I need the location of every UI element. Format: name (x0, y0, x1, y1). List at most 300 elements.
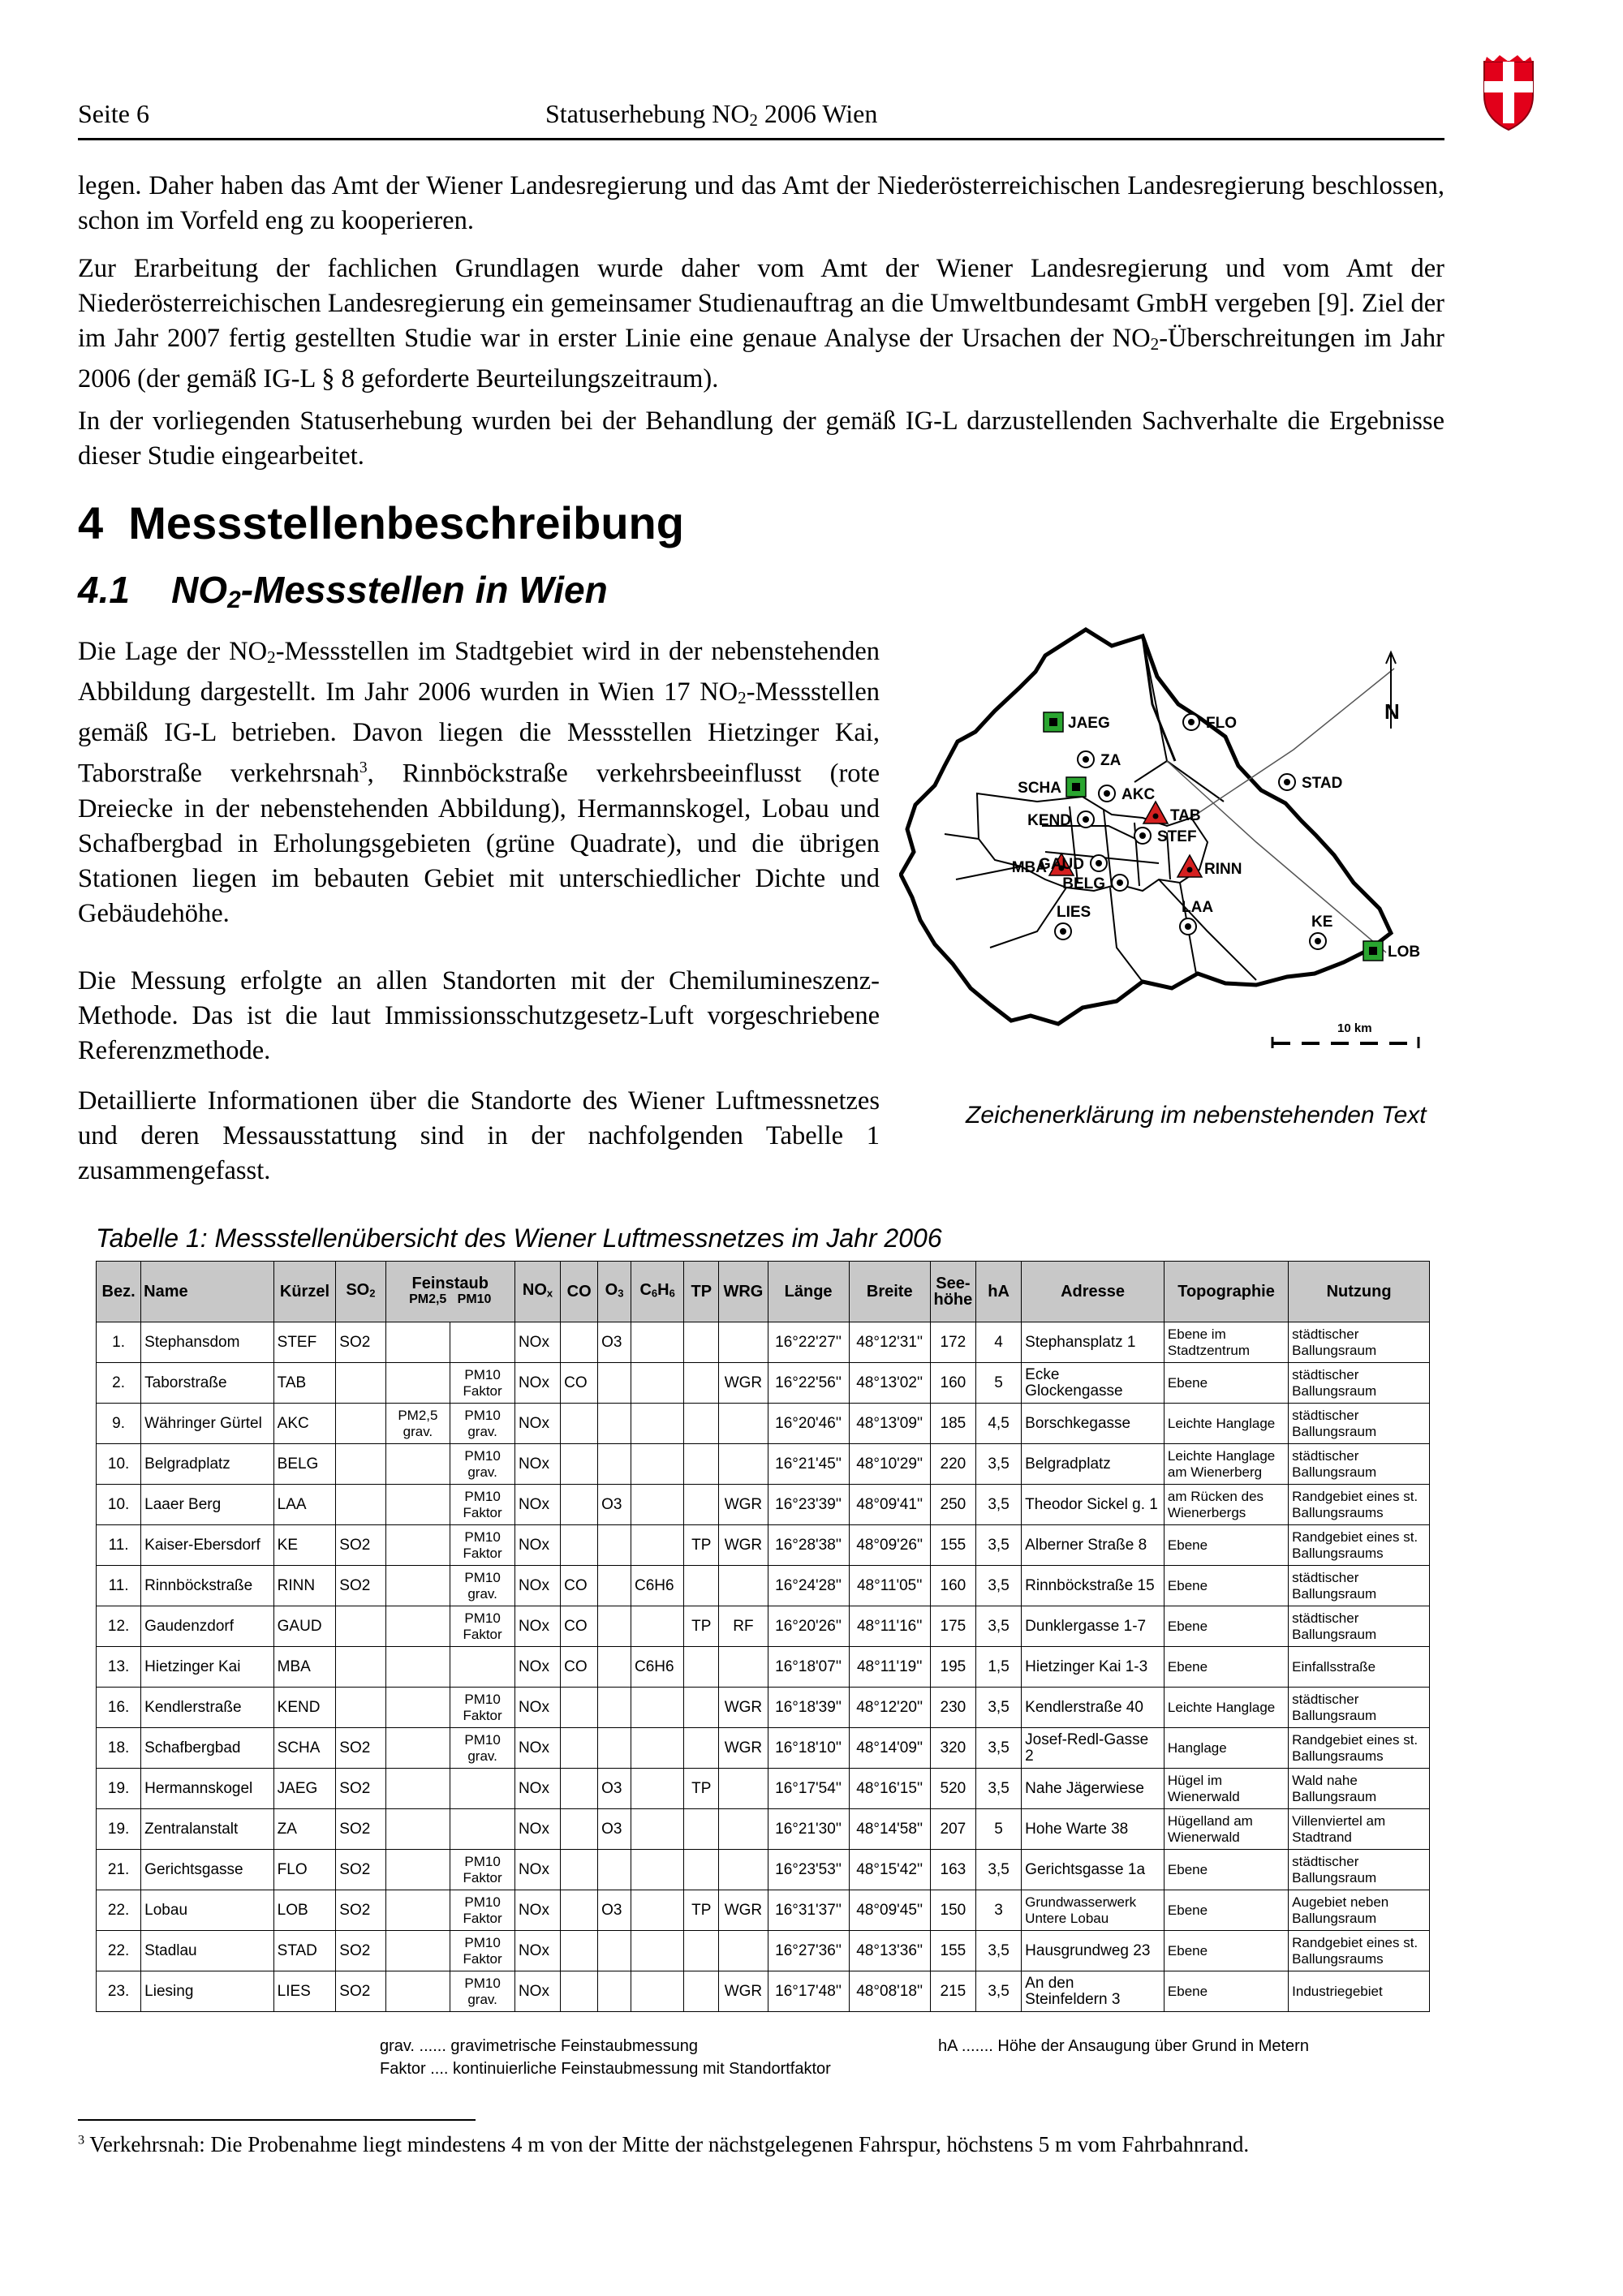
cell-pm25 (385, 1485, 450, 1525)
cell-pm10 (450, 1769, 515, 1809)
intro-paragraph-3: In der vorliegenden Statuserhebung wurden bei der Behandlung der gemäß IG-L darzustellenden Sachverhalte die Ergebnisse dieser Studie eingearbeitet. (78, 406, 1444, 471)
cell-c6h6 (631, 1769, 683, 1809)
table-legend-left (380, 2035, 831, 2080)
cell-name: Gaudenzdorf (141, 1606, 273, 1647)
cell-nutzung: Wald nahe Ballungsraum (1289, 1769, 1430, 1809)
station-lob (1363, 941, 1420, 961)
cell-nutzung: Randgebiet eines st. Ballungsraums (1289, 1485, 1430, 1525)
col-breite: Breite (849, 1262, 930, 1322)
table-row (97, 1850, 1430, 1890)
cell-breite: 48°10'29'' (849, 1444, 930, 1485)
cell-pm25 (385, 1971, 450, 2012)
cell-ha: 3,5 (975, 1566, 1021, 1606)
cell-breite: 48°15'42'' (849, 1850, 930, 1890)
cell-c6h6 (631, 1971, 683, 2012)
cell-wrg: WGR (719, 1971, 768, 2012)
cell-laenge: 16°24'28'' (768, 1566, 849, 1606)
body-paragraph-1: Die Lage der NO2-Messstellen im Stadtgebiet wird in der nebenstehenden Abbildung dargestellt. Im Jahr 2006 wurden in Wien 17 NO2-Messstellen gemäß IG-L betrieben. Davon liegen die Messstellen Hietzinger Kai, Taborstraße verkehrsnah$^3$, Rinnböckstraße verkehrsbeeinflusst (rote Dreiecke in der nebenstehenden Abbildung), Hermannskogel, Lobau und Schafbergbad in Erholungsgebieten (grüne Quadrate), und die übrigen Stationen liegen im bebauten Gebiet mit unterschiedlicher Dichte und Gebäudehöhe. (78, 637, 880, 929)
cell-pm25 (385, 1566, 450, 1606)
cell-tp (684, 1404, 719, 1444)
station-label: LAA (1182, 899, 1214, 916)
cell-c6h6 (631, 1525, 683, 1566)
cell-kuerzel: LIES (273, 1971, 336, 2012)
station-label: LIES (1057, 904, 1091, 921)
body-paragraph-2: Die Messung erfolgte an allen Standorten mit der Chemilumineszenz-Methode. Das ist die laut Immissionsschutzgesetz-Luft vorgeschriebene Referenzmethode. (78, 966, 880, 1065)
cell-bez: 19. (97, 1769, 141, 1809)
running-title: Statuserhebung $NO_2$ 2006 Wien (545, 99, 878, 131)
cell-o3 (598, 1931, 631, 1971)
cell-o3 (598, 1606, 631, 1647)
cell-laenge: 16°21'30'' (768, 1809, 849, 1850)
cell-adresse: Hietzinger Kai 1-3 (1022, 1647, 1165, 1688)
col-co: CO (561, 1262, 598, 1322)
cell-adresse: Josef-Redl-Gasse 2 (1022, 1728, 1165, 1769)
cell-see: 155 (930, 1931, 975, 1971)
footnote-rule (78, 2119, 476, 2121)
cell-see: 320 (930, 1728, 975, 1769)
table-row (97, 1809, 1430, 1850)
cell-nutzung: Randgebiet eines st. Ballungsraums (1289, 1931, 1430, 1971)
station-laa (1180, 899, 1213, 935)
cell-pm25 (385, 1809, 450, 1850)
cell-name: Zentralanstalt (141, 1809, 273, 1850)
cell-pm10 (450, 1322, 515, 1363)
station-rinn (1177, 855, 1242, 878)
cell-breite: 48°14'58'' (849, 1809, 930, 1850)
station-label: JAEG (1068, 715, 1110, 732)
col-bez: Bez. (97, 1262, 141, 1322)
cell-wrg (719, 1444, 768, 1485)
cell-bez: 19. (97, 1809, 141, 1850)
cell-o3: O3 (598, 1809, 631, 1850)
cell-pm25: PM2,5 grav. (385, 1404, 450, 1444)
cell-kuerzel: LOB (273, 1890, 336, 1931)
cell-breite: 48°09'26'' (849, 1525, 930, 1566)
cell-adresse: An den Steinfeldern 3 (1022, 1971, 1165, 2012)
cell-tp (684, 1971, 719, 2012)
cell-laenge: 16°22'27'' (768, 1322, 849, 1363)
cell-pm10: PM10 grav. (450, 1728, 515, 1769)
cell-breite: 48°13'09'' (849, 1404, 930, 1444)
cell-nutzung: städtischer Ballungsraum (1289, 1566, 1430, 1606)
cell-wrg: WGR (719, 1688, 768, 1728)
cell-co (561, 1850, 598, 1890)
cell-o3 (598, 1444, 631, 1485)
cell-kuerzel: FLO (273, 1850, 336, 1890)
cell-nox: NOx (514, 1647, 560, 1688)
cell-pm25 (385, 1931, 450, 1971)
cell-see: 150 (930, 1890, 975, 1931)
cell-so2 (336, 1485, 385, 1525)
cell-pm10: PM10 grav. (450, 1971, 515, 2012)
cell-topo: Ebene (1164, 1606, 1288, 1647)
cell-nox: NOx (514, 1769, 560, 1809)
cell-laenge: 16°18'39'' (768, 1688, 849, 1728)
cell-breite: 48°11'16'' (849, 1606, 930, 1647)
cell-pm25 (385, 1850, 450, 1890)
cell-bez: 11. (97, 1525, 141, 1566)
cell-so2: SO2 (336, 1809, 385, 1850)
cell-o3 (598, 1688, 631, 1728)
cell-tp (684, 1809, 719, 1850)
cell-o3 (598, 1647, 631, 1688)
station-scha (1018, 777, 1086, 797)
table-row (97, 1322, 1430, 1363)
cell-nox: NOx (514, 1606, 560, 1647)
cell-wrg (719, 1809, 768, 1850)
cell-topo: Ebene (1164, 1931, 1288, 1971)
station-label: MBA (1011, 859, 1047, 876)
cell-tp (684, 1931, 719, 1971)
cell-co (561, 1525, 598, 1566)
legend-grav: grav. ...... gravimetrische Feinstaubmessung (380, 2037, 699, 2055)
cell-topo: Ebene im Stadtzentrum (1164, 1322, 1288, 1363)
cell-laenge: 16°31'37'' (768, 1890, 849, 1931)
cell-c6h6 (631, 1404, 683, 1444)
cell-so2: SO2 (336, 1322, 385, 1363)
cell-kuerzel: TAB (273, 1363, 336, 1404)
cell-o3 (598, 1404, 631, 1444)
cell-o3 (598, 1971, 631, 2012)
cell-topo: Ebene (1164, 1647, 1288, 1688)
stations-table (96, 1261, 1430, 2012)
station-akc (1099, 785, 1155, 803)
cell-ha: 4,5 (975, 1404, 1021, 1444)
cell-bez: 10. (97, 1444, 141, 1485)
cell-kuerzel: KE (273, 1525, 336, 1566)
vienna-coat-of-arms-icon (1482, 54, 1535, 131)
cell-c6h6: C6H6 (631, 1647, 683, 1688)
cell-tp: TP (684, 1769, 719, 1809)
cell-kuerzel: ZA (273, 1809, 336, 1850)
cell-co (561, 1971, 598, 2012)
legend-faktor: Faktor .... kontinuierliche Feinstaubmessung mit Standortfaktor (380, 2060, 831, 2078)
cell-name: Kaiser-Ebersdorf (141, 1525, 273, 1566)
cell-co (561, 1444, 598, 1485)
cell-pm10: PM10 Faktor (450, 1688, 515, 1728)
cell-adresse: Borschkegasse (1022, 1404, 1165, 1444)
cell-o3: O3 (598, 1322, 631, 1363)
cell-bez: 10. (97, 1485, 141, 1525)
col-feinstaub: Feinstaub PM2,5 PM10 (385, 1262, 514, 1322)
cell-c6h6 (631, 1322, 683, 1363)
cell-see: 195 (930, 1647, 975, 1688)
cell-wrg (719, 1404, 768, 1444)
cell-kuerzel: LAA (273, 1485, 336, 1525)
cell-co: CO (561, 1363, 598, 1404)
cell-pm25 (385, 1363, 450, 1404)
cell-so2: SO2 (336, 1728, 385, 1769)
cell-tp (684, 1363, 719, 1404)
section-heading: 4 Messstellenbeschreibung (78, 497, 684, 548)
subsection-heading: 4.1 $NO_2$-Messstellen in Wien (78, 569, 608, 613)
cell-nox: NOx (514, 1525, 560, 1566)
col-c6h6: $C_6H_6$ (631, 1262, 683, 1322)
intro-paragraph-2: Zur Erarbeitung der fachlichen Grundlagen wurde daher vom Amt der Wiener Landesregierung und vom Amt der Niederösterreichischen Landesregierung ein gemeinsamer Studienauftrag an die Umweltbundesamt GmbH vergeben [9]. Ziel der im Jahr 2007 fertig gestellten Studie war in erster Linie eine genaue Analyse der Ursachen der NO2-Überschreitungen im Jahr 2006 (der gemäß IG-L § 8 geforderte Beurteilungszeitraum). (78, 254, 1444, 394)
cell-laenge: 16°21'45'' (768, 1444, 849, 1485)
col-o3: $O_3$ (598, 1262, 631, 1322)
cell-laenge: 16°28'38'' (768, 1525, 849, 1566)
cell-pm25 (385, 1769, 450, 1809)
station-label: FLO (1206, 715, 1237, 732)
cell-see: 160 (930, 1363, 975, 1404)
station-label: KEND (1027, 812, 1071, 829)
cell-pm25 (385, 1728, 450, 1769)
cell-c6h6 (631, 1606, 683, 1647)
cell-so2 (336, 1647, 385, 1688)
cell-name: Belgradplatz (141, 1444, 273, 1485)
cell-pm10: PM10 grav. (450, 1404, 515, 1444)
cell-o3 (598, 1850, 631, 1890)
station-kend (1027, 811, 1094, 829)
body-paragraph-3: Detaillierte Informationen über die Standorte des Wiener Luftmessnetzes und deren Messausstattung sind in der nachfolgenden Tabelle 1 zusammengefasst. (78, 1086, 880, 1185)
cell-bez: 13. (97, 1647, 141, 1688)
cell-kuerzel: KEND (273, 1688, 336, 1728)
cell-breite: 48°14'09'' (849, 1728, 930, 1769)
cell-o3 (598, 1363, 631, 1404)
cell-co (561, 1688, 598, 1728)
cell-pm10: PM10 Faktor (450, 1485, 515, 1525)
scale-bar (1272, 1021, 1419, 1048)
cell-co (561, 1728, 598, 1769)
cell-so2 (336, 1606, 385, 1647)
cell-pm10: PM10 grav. (450, 1444, 515, 1485)
col-topographie: Topographie (1164, 1262, 1288, 1322)
cell-nutzung: Einfallsstraße (1289, 1647, 1430, 1688)
cell-see: 207 (930, 1809, 975, 1850)
cell-so2 (336, 1404, 385, 1444)
cell-adresse: Hohe Warte 38 (1022, 1809, 1165, 1850)
cell-pm25 (385, 1688, 450, 1728)
cell-ha: 3 (975, 1890, 1021, 1931)
cell-ha: 3,5 (975, 1606, 1021, 1647)
table-row (97, 1890, 1430, 1931)
cell-ha: 3,5 (975, 1728, 1021, 1769)
cell-adresse: Alberner Straße 8 (1022, 1525, 1165, 1566)
north-label: N (1384, 699, 1400, 724)
cell-topo: Ebene (1164, 1971, 1288, 2012)
cell-co: CO (561, 1566, 598, 1606)
north-arrow (1384, 652, 1400, 729)
cell-breite: 48°08'18'' (849, 1971, 930, 2012)
cell-name: Stadlau (141, 1931, 273, 1971)
cell-adresse: Ecke Glockengasse (1022, 1363, 1165, 1404)
cell-pm10: PM10 Faktor (450, 1606, 515, 1647)
cell-name: Taborstraße (141, 1363, 273, 1404)
cell-ha: 5 (975, 1809, 1021, 1850)
cell-nutzung: städtischer Ballungsraum (1289, 1850, 1430, 1890)
table-row (97, 1363, 1430, 1404)
station-label: TAB (1170, 807, 1201, 824)
cell-see: 172 (930, 1322, 975, 1363)
cell-laenge: 16°23'39'' (768, 1485, 849, 1525)
cell-ha: 1,5 (975, 1647, 1021, 1688)
cell-co (561, 1769, 598, 1809)
station-jaeg (1044, 712, 1110, 732)
cell-tp (684, 1850, 719, 1890)
cell-topo: Hügel im Wienerwald (1164, 1769, 1288, 1809)
cell-c6h6 (631, 1809, 683, 1850)
cell-o3: O3 (598, 1890, 631, 1931)
station-tab (1143, 802, 1201, 824)
cell-nutzung: städtischer Ballungsraum (1289, 1688, 1430, 1728)
header-rule (78, 138, 1444, 140)
cell-name: Liesing (141, 1971, 273, 2012)
page-number: Seite 6 (78, 99, 149, 128)
cell-kuerzel: MBA (273, 1647, 336, 1688)
cell-bez: 18. (97, 1728, 141, 1769)
cell-so2: SO2 (336, 1850, 385, 1890)
cell-kuerzel: RINN (273, 1566, 336, 1606)
cell-laenge: 16°20'26'' (768, 1606, 849, 1647)
cell-ha: 3,5 (975, 1850, 1021, 1890)
table-row (97, 1444, 1430, 1485)
cell-pm10: PM10 Faktor (450, 1850, 515, 1890)
cell-nox: NOx (514, 1322, 560, 1363)
cell-tp (684, 1647, 719, 1688)
cell-ha: 3,5 (975, 1485, 1021, 1525)
cell-name: Lobau (141, 1890, 273, 1931)
cell-adresse: Nahe Jägerwiese (1022, 1769, 1165, 1809)
cell-wrg (719, 1850, 768, 1890)
cell-o3: O3 (598, 1485, 631, 1525)
cell-laenge: 16°20'46'' (768, 1404, 849, 1444)
cell-see: 160 (930, 1566, 975, 1606)
cell-tp (684, 1566, 719, 1606)
cell-pm25 (385, 1647, 450, 1688)
cell-wrg: WGR (719, 1890, 768, 1931)
cell-tp (684, 1322, 719, 1363)
station-label: STAD (1302, 775, 1343, 792)
cell-bez: 9. (97, 1404, 141, 1444)
cell-bez: 1. (97, 1322, 141, 1363)
cell-topo: Ebene (1164, 1363, 1288, 1404)
cell-o3 (598, 1728, 631, 1769)
col-ha: hA (975, 1262, 1021, 1322)
cell-pm25 (385, 1444, 450, 1485)
cell-nutzung: städtischer Ballungsraum (1289, 1363, 1430, 1404)
station-label: GAUD (1039, 856, 1084, 873)
cell-so2: SO2 (336, 1769, 385, 1809)
cell-pm25 (385, 1606, 450, 1647)
cell-wrg: WGR (719, 1525, 768, 1566)
cell-c6h6 (631, 1444, 683, 1485)
cell-topo: Leichte Hanglage am Wienerberg (1164, 1444, 1288, 1485)
cell-pm10: PM10 Faktor (450, 1931, 515, 1971)
table-row (97, 1566, 1430, 1606)
cell-so2 (336, 1363, 385, 1404)
cell-kuerzel: STEF (273, 1322, 336, 1363)
cell-nox: NOx (514, 1931, 560, 1971)
cell-breite: 48°12'31'' (849, 1322, 930, 1363)
col-nutzung: Nutzung (1289, 1262, 1430, 1322)
cell-name: Laaer Berg (141, 1485, 273, 1525)
cell-see: 215 (930, 1971, 975, 2012)
cell-nox: NOx (514, 1890, 560, 1931)
cell-breite: 48°16'15'' (849, 1769, 930, 1809)
cell-see: 250 (930, 1485, 975, 1525)
cell-name: Kendlerstraße (141, 1688, 273, 1728)
station-stad (1279, 774, 1342, 792)
cell-o3: O3 (598, 1769, 631, 1809)
cell-co (561, 1485, 598, 1525)
col-adresse: Adresse (1022, 1262, 1165, 1322)
table-row (97, 1525, 1430, 1566)
cell-bez: 22. (97, 1890, 141, 1931)
cell-tp: TP (684, 1606, 719, 1647)
cell-wrg (719, 1769, 768, 1809)
station-label: STEF (1157, 828, 1197, 845)
cell-topo: Ebene (1164, 1566, 1288, 1606)
cell-pm10: PM10 Faktor (450, 1363, 515, 1404)
cell-name: Gerichtsgasse (141, 1850, 273, 1890)
cell-nox: NOx (514, 1809, 560, 1850)
table-caption: Tabelle 1: Messstellenübersicht des Wiener Luftmessnetzes im Jahr 2006 (96, 1223, 942, 1253)
cell-pm25 (385, 1322, 450, 1363)
cell-pm25 (385, 1525, 450, 1566)
station-label: KE (1311, 914, 1333, 931)
cell-c6h6 (631, 1363, 683, 1404)
cell-name: Schafbergbad (141, 1728, 273, 1769)
cell-ha: 3,5 (975, 1931, 1021, 1971)
cell-nutzung: städtischer Ballungsraum (1289, 1444, 1430, 1485)
cell-ha: 3,5 (975, 1769, 1021, 1809)
cell-c6h6 (631, 1890, 683, 1931)
cell-nox: NOx (514, 1728, 560, 1769)
cell-bez: 2. (97, 1363, 141, 1404)
cell-topo: Ebene (1164, 1525, 1288, 1566)
cell-kuerzel: BELG (273, 1444, 336, 1485)
cell-adresse: Grundwasserwerk Untere Lobau (1022, 1890, 1165, 1931)
cell-wrg: WGR (719, 1485, 768, 1525)
cell-co (561, 1890, 598, 1931)
cell-so2 (336, 1688, 385, 1728)
station-map (899, 623, 1443, 1055)
cell-laenge: 16°18'10'' (768, 1728, 849, 1769)
station-za (1078, 751, 1121, 769)
cell-bez: 21. (97, 1850, 141, 1890)
cell-tp (684, 1485, 719, 1525)
cell-nutzung: Randgebiet eines st. Ballungsraums (1289, 1728, 1430, 1769)
station-label: BELG (1062, 875, 1105, 892)
cell-tp (684, 1688, 719, 1728)
cell-pm10 (450, 1809, 515, 1850)
cell-nutzung: Villenviertel am Stadtrand (1289, 1809, 1430, 1850)
cell-c6h6: C6H6 (631, 1566, 683, 1606)
cell-pm25 (385, 1890, 450, 1931)
station-flo (1183, 714, 1237, 732)
cell-breite: 48°11'05'' (849, 1566, 930, 1606)
cell-breite: 48°11'19'' (849, 1647, 930, 1688)
table-row (97, 1931, 1430, 1971)
cell-see: 155 (930, 1525, 975, 1566)
table-row (97, 1404, 1430, 1444)
cell-laenge: 16°27'36'' (768, 1931, 849, 1971)
station-gaud (1039, 855, 1107, 873)
cell-bez: 11. (97, 1566, 141, 1606)
cell-ha: 5 (975, 1363, 1021, 1404)
cell-so2: SO2 (336, 1566, 385, 1606)
col-nox: $NO_x$ (514, 1262, 560, 1322)
cell-wrg (719, 1931, 768, 1971)
cell-topo: Hügelland am Wienerwald (1164, 1809, 1288, 1850)
cell-so2: SO2 (336, 1971, 385, 2012)
cell-laenge: 16°17'54'' (768, 1769, 849, 1809)
cell-o3 (598, 1566, 631, 1606)
cell-breite: 48°13'36'' (849, 1931, 930, 1971)
station-belg (1062, 875, 1128, 892)
cell-name: Währinger Gürtel (141, 1404, 273, 1444)
